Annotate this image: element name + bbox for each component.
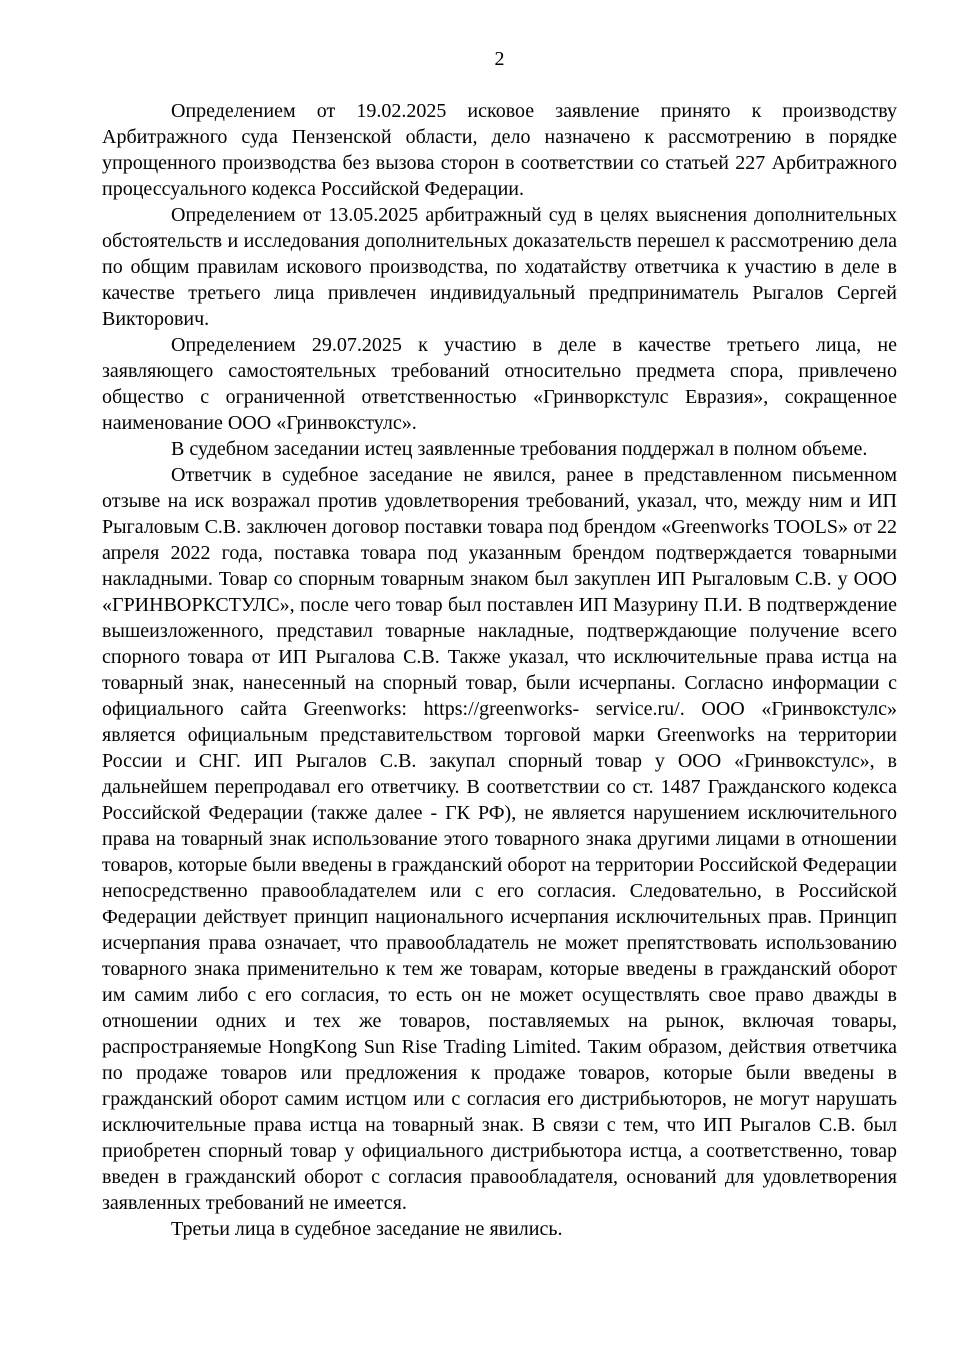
paragraph-determination-19-02-2025: Определением от 19.02.2025 исковое заявление принято к производству Арбитражного суда Пензенской области, дело назначено к рассмотрению в порядке упрощенного производства без вызова сторон в соответствии со статьей 227 Арбитражного процессуального кодекса Российской Федерации.	[102, 100, 897, 200]
paragraph-third-parties-absence: Третьи лица в судебное заседание не явились.	[171, 1218, 563, 1240]
paragraph-determination-29-07-2025: Определением 29.07.2025 к участию в деле в качестве третьего лица, не заявляющего самостоятельных требований относительно предмета спора, привлечено общество с ограниченной ответственностью «Гринворкстулс Евразия», сокращенное наименование ООО «Гринвокстулс».	[102, 334, 897, 434]
page-number: 2	[494, 48, 505, 70]
ruling-body-text	[102, 98, 897, 1242]
paragraph-determination-13-05-2025: Определением от 13.05.2025 арбитражный суд в целях выяснения дополнительных обстоятельств и исследования дополнительных доказательств перешел к рассмотрению дела по общим правилам искового производства, по ходатайству ответчика к участию в деле в качестве третьего лица привлечен индивидуальный предприниматель Рыгалов Сергей Викторович.	[102, 204, 897, 330]
paragraph-defendant-objection: Ответчик в судебное заседание не явился, ранее в представленном письменном отзыве на иск возражал против удовлетворения требований, указал, что, между ним и ИП Рыгаловым С.В. заключен договор поставки товара под брендом «Greenworks TOOLS» от 22 апреля 2022 года, поставка товара под указанным брендом подтверждается товарными накладными. Товар со спорным товарным знаком был закуплен ИП Рыгаловым С.В. у ООО «ГРИНВОРКСТУЛС», после чего товар был поставлен ИП Мазурину П.И. В подтверждение вышеизложенного, представил товарные накладные, подтверждающие получение всего спорного товара от ИП Рыгалова С.В. Также указал, что исключительные права истца на товарный знак, нанесенный на спорный товар, были исчерпаны. Согласно информации с официального сайта Greenworks: https://greenworks- service.ru/. ООО «Гринвокстулс» является официальным представительством торговой марки Greenworks на территории России и СНГ. ИП Рыгалов С.В. закупал спорный товар у ООО «Гринвокстулс», в дальнейшем перепродавал его ответчику. В соответствии со ст. 1487 Гражданского кодекса Российской Федерации (также далее - ГК РФ), не является нарушением исключительного права на товарный знак использование этого товарного знака другими лицами в отношении товаров, которые были введены в гражданский оборот на территории Российской Федерации непосредственно правообладателем или с его согласия. Следовательно, в Российской Федерации действует принцип национального исчерпания исключительных прав. Принцип исчерпания права означает, что правообладатель не может препятствовать использованию товарного знака применительно к тем же товарам, которые введены в гражданский оборот им самим либо с его согласия, то есть он не может осуществлять свое право дважды в отношении одних и тех же товаров, поставляемых на рынок, включая товары, распространяемые HongKong Sun Rise Trading Limited. Таким образом, действия ответчика по продаже товаров или предложения к продаже товаров, которые были введены в гражданский оборот самим истцом или с согласия его дистрибьюторов, не могут нарушать исключительные права истца на товарный знак. В связи с тем, что ИП Рыгалов С.В. был приобретен спорный товар у официального дистрибьютора истца, а соответственно, товар введен в гражданский оборот с согласия правообладателя, оснований для удовлетворения заявленных требований не имеется.	[102, 464, 897, 1214]
paragraph-plaintiff-position: В судебном заседании истец заявленные требования поддержал в полном объеме.	[171, 438, 868, 460]
